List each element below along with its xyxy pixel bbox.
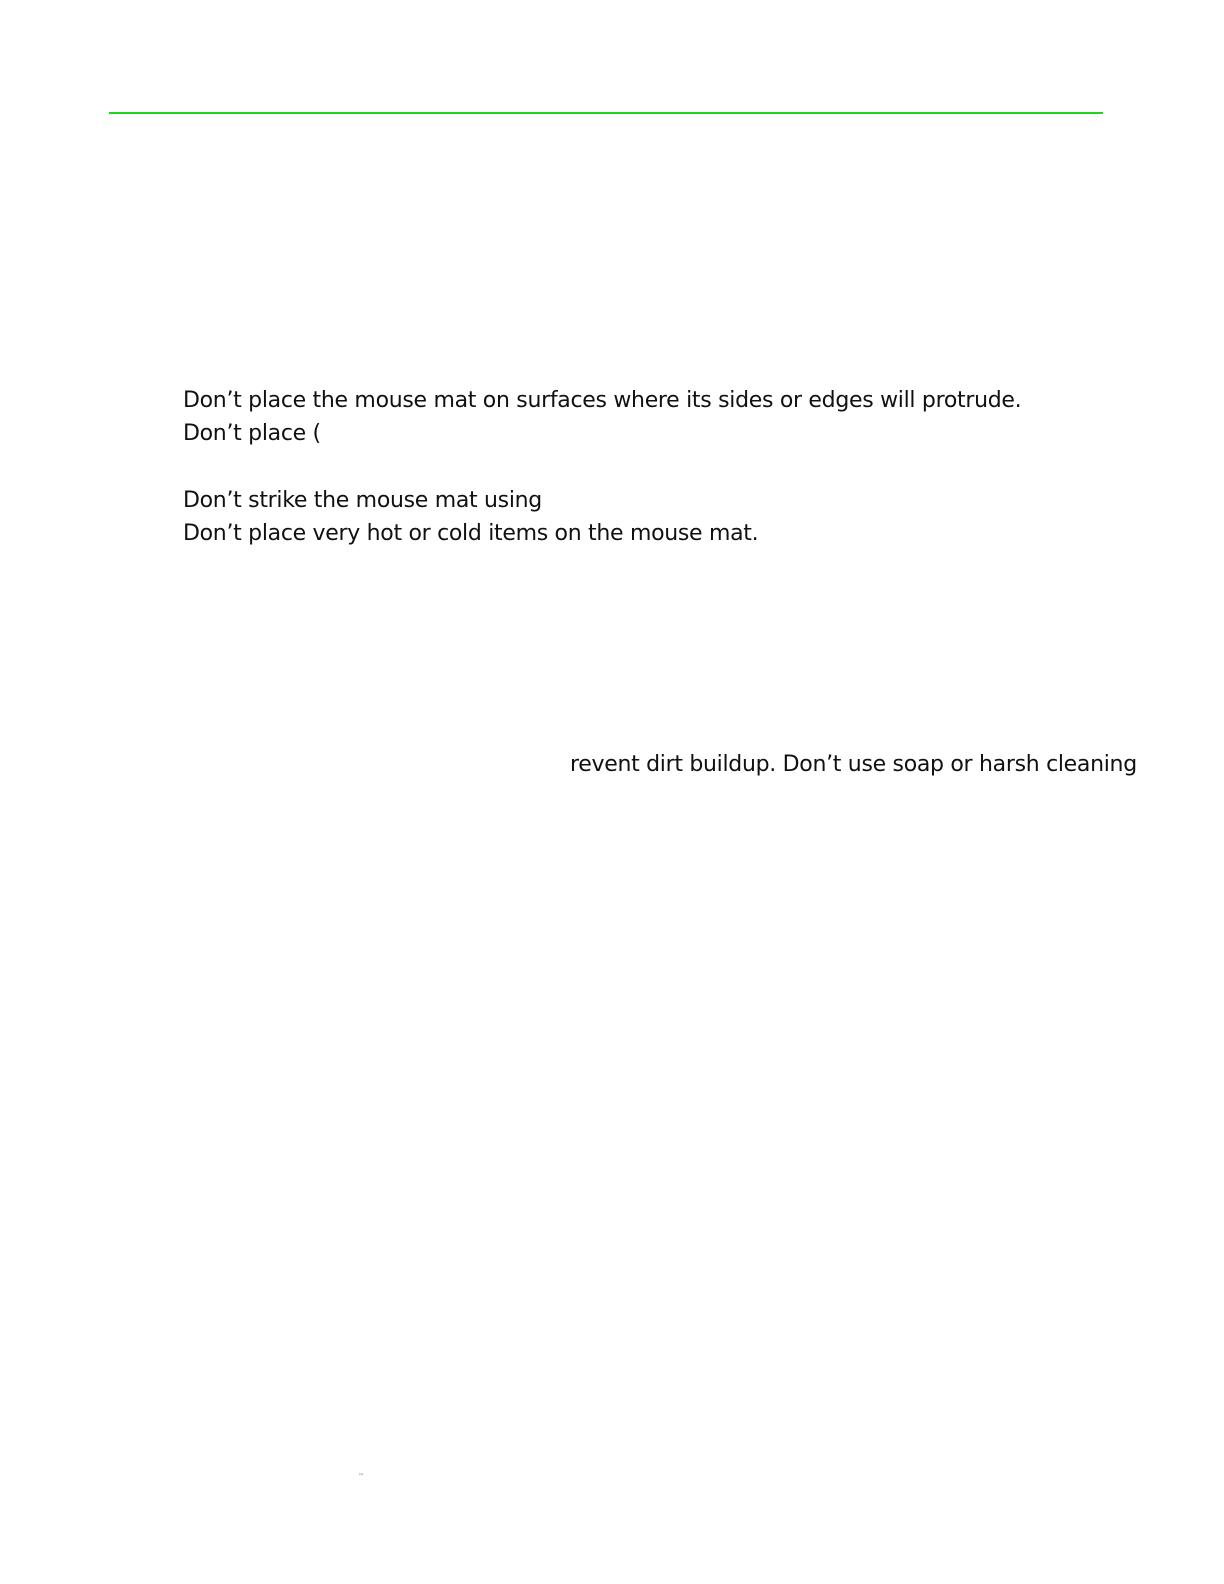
care-line-place: Don’t place (: [183, 421, 321, 446]
cleaning-line-fragment: revent dirt buildup. Don’t use soap or harsh cleaning: [570, 752, 1137, 777]
trademark-symbol: ™: [358, 1473, 364, 1480]
care-line-surfaces: Don’t place the mouse mat on surfaces where its sides or edges will protrude.: [183, 388, 1022, 413]
header-divider: [109, 112, 1103, 114]
care-line-strike: Don’t strike the mouse mat using: [183, 488, 542, 513]
care-line-temperature: Don’t place very hot or cold items on the mouse mat.: [183, 521, 759, 546]
